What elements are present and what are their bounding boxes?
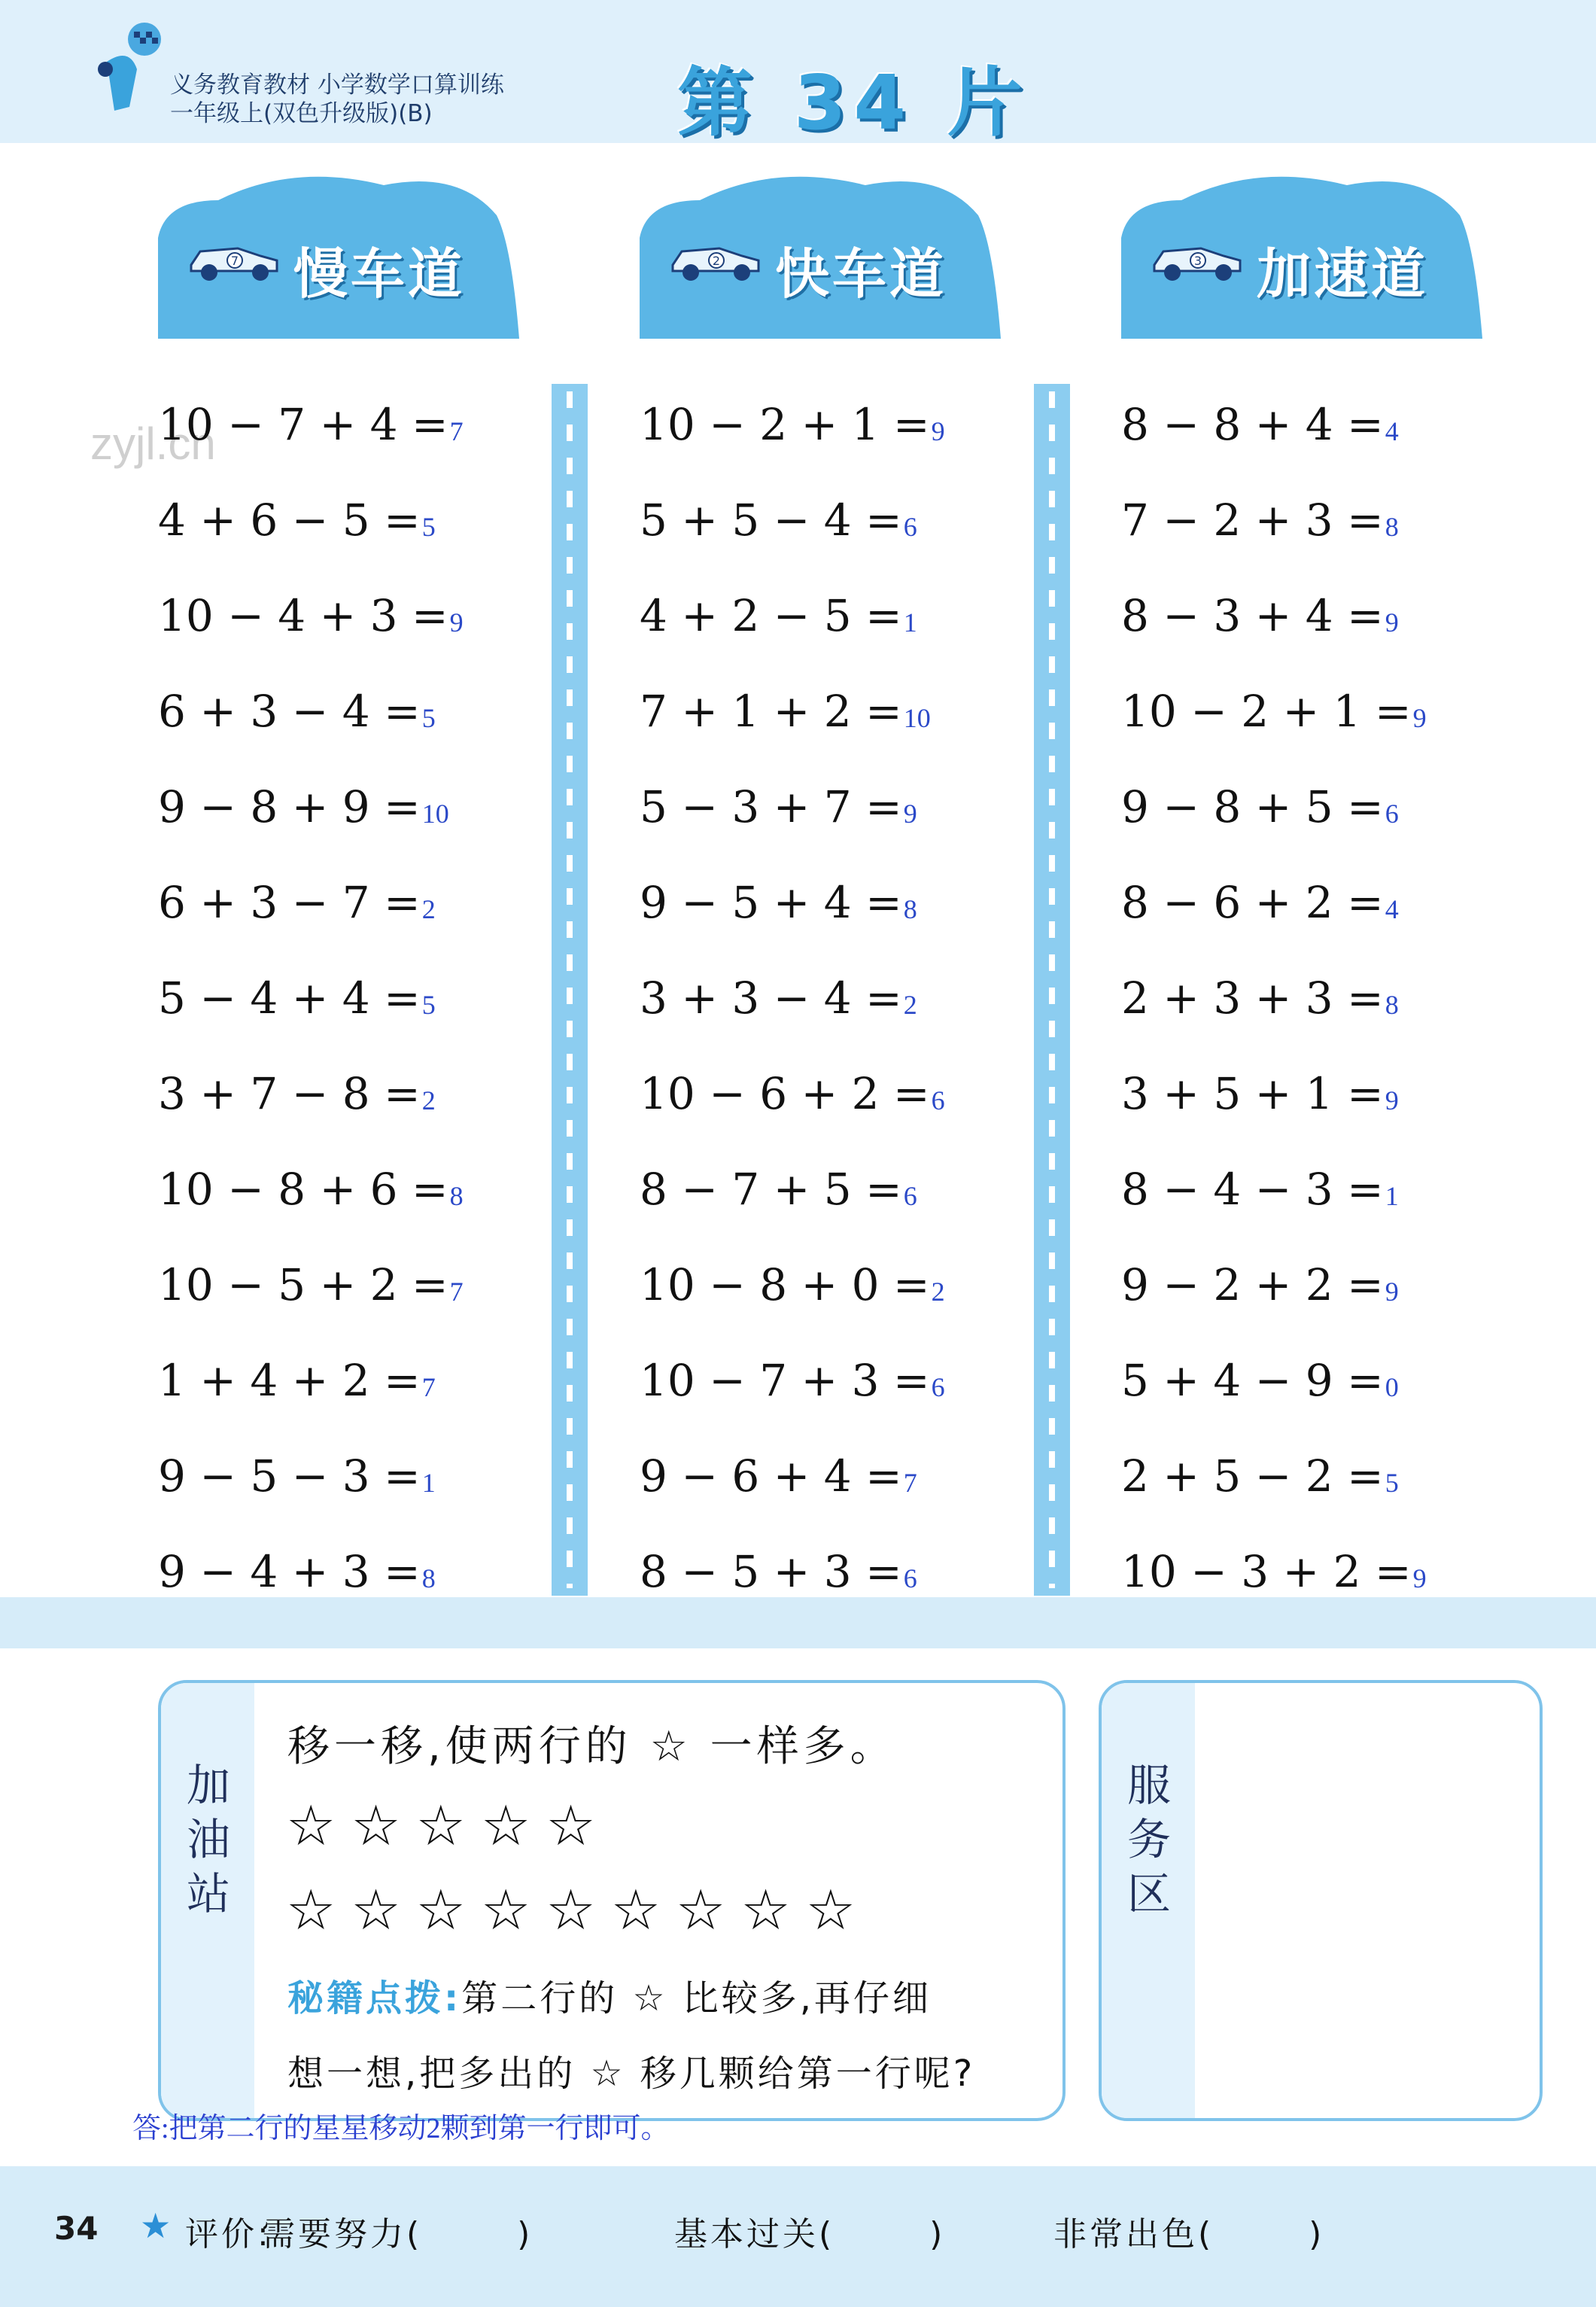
equation-answer[interactable]: 6 [903, 1180, 917, 1211]
equation-expression: 3 + 5 + 1 = [1121, 1067, 1384, 1119]
equation-row [158, 568, 579, 663]
equation-answer[interactable]: 8 [421, 1563, 436, 1593]
equation-answer[interactable]: 9 [903, 798, 917, 829]
equation-expression: 8 − 8 + 4 = [1121, 398, 1384, 450]
equation-row [158, 1428, 579, 1523]
equation-column-slow [158, 376, 579, 1619]
equation-row [158, 1237, 579, 1332]
equation-expression: 5 + 4 − 9 = [1121, 1354, 1384, 1406]
equation-expression: 10 − 6 + 2 = [640, 1067, 930, 1119]
equation-answer[interactable]: 6 [903, 1563, 917, 1593]
equation-answer[interactable]: 8 [1385, 511, 1399, 542]
equation-expression: 9 − 8 + 9 = [158, 781, 421, 832]
equation-expression: 2 + 3 + 3 = [1121, 972, 1384, 1024]
equation-row [640, 376, 1061, 472]
equation-row [640, 759, 1061, 854]
equation-answer[interactable]: 0 [1385, 1371, 1399, 1402]
equation-expression: 10 − 2 + 1 = [640, 398, 930, 450]
evaluation-option-pass[interactable]: 基本过关( ) [674, 2215, 946, 2254]
equation-row [158, 1141, 579, 1237]
equation-row [158, 1045, 579, 1141]
service-area-box [1099, 1680, 1543, 2121]
book-line-2: 一年级上(双色升级版)(B) [170, 100, 433, 127]
lane-label-accelerate: 加速道 [1257, 242, 1429, 306]
equation-answer[interactable]: 6 [931, 1085, 945, 1115]
lane-label-fast: 快车道 [775, 242, 947, 306]
equation-row [640, 568, 1061, 663]
equation-answer[interactable]: 6 [903, 511, 917, 542]
equation-answer[interactable]: 7 [449, 1276, 464, 1307]
label-char: 油 [186, 1814, 230, 1865]
equation-expression: 9 − 4 + 3 = [158, 1545, 421, 1597]
equation-answer[interactable]: 8 [1385, 989, 1399, 1020]
hint-line-1 [287, 1969, 932, 2021]
equation-expression: 10 − 7 + 4 = [158, 398, 448, 450]
star-icon: ★ [140, 2205, 172, 2246]
equation-answer[interactable]: 10 [421, 798, 449, 829]
equation-row [1121, 376, 1543, 472]
equation-row [158, 663, 579, 759]
svg-text:7: 7 [230, 254, 239, 268]
race-car-icon [185, 235, 283, 283]
equation-expression: 8 − 5 + 3 = [640, 1545, 902, 1597]
hint-text: 第二行的 ☆ 比较多,再仔细 [461, 1977, 932, 2019]
equation-row [1121, 1428, 1543, 1523]
equation-expression: 7 − 2 + 3 = [1121, 494, 1384, 546]
equation-row [1121, 759, 1543, 854]
equation-answer[interactable]: 4 [1385, 415, 1399, 446]
label-char: 站 [186, 1868, 230, 1919]
equation-row [1121, 1332, 1543, 1428]
label-char: 务 [1126, 1814, 1171, 1865]
equation-expression: 8 − 7 + 5 = [640, 1163, 902, 1215]
equation-answer[interactable]: 5 [1385, 1467, 1399, 1498]
race-car-icon [1148, 235, 1246, 283]
equation-row [640, 1045, 1061, 1141]
equation-row [640, 1428, 1061, 1523]
equation-row [158, 854, 579, 950]
divider-band [0, 1597, 1596, 1648]
equation-answer[interactable]: 2 [903, 989, 917, 1020]
equation-answer[interactable]: 2 [421, 893, 436, 924]
hint-label: 秘籍点拨: [287, 1977, 462, 2019]
equation-expression: 4 + 6 − 5 = [158, 494, 421, 546]
equation-answer[interactable]: 10 [903, 702, 931, 733]
lane-tab-fast [640, 170, 1001, 339]
evaluation-label: 评价: [185, 2215, 272, 2254]
equation-answer[interactable]: 7 [903, 1467, 917, 1498]
equation-expression: 6 + 3 − 4 = [158, 685, 421, 737]
svg-text:2: 2 [712, 254, 721, 268]
equation-row [158, 376, 579, 472]
equation-row [1121, 854, 1543, 950]
equation-answer[interactable]: 2 [931, 1276, 945, 1307]
equation-expression: 9 − 5 − 3 = [158, 1450, 421, 1502]
equation-row [1121, 568, 1543, 663]
equation-answer[interactable]: 9 [1412, 702, 1427, 733]
equation-answer[interactable]: 8 [903, 893, 917, 924]
equation-expression: 8 − 4 − 3 = [1121, 1163, 1384, 1215]
mascot-logo-icon [84, 17, 175, 122]
label-char: 服 [1126, 1760, 1171, 1811]
equation-answer[interactable]: 9 [1385, 1276, 1399, 1307]
book-info [170, 71, 504, 128]
equation-row [640, 1237, 1061, 1332]
equation-answer[interactable]: 4 [1385, 893, 1399, 924]
equation-row [158, 1332, 579, 1428]
gas-station-label [182, 1758, 235, 1921]
equation-expression: 5 − 4 + 4 = [158, 972, 421, 1024]
equation-answer[interactable]: 9 [449, 607, 464, 638]
book-line-1: 义务教育教材 小学数学口算训练 [170, 72, 504, 99]
equation-expression: 2 + 5 − 2 = [1121, 1450, 1384, 1502]
race-car-icon [667, 235, 765, 283]
equation-answer[interactable]: 1 [903, 607, 917, 638]
page-number: 34 [54, 2210, 99, 2247]
equation-row [158, 472, 579, 568]
equation-row [640, 1141, 1061, 1237]
equation-answer[interactable]: 9 [931, 415, 945, 446]
hint-line-2: 想一想,把多出的 ☆ 移几颗给第一行呢? [287, 2053, 976, 2095]
equation-row [640, 472, 1061, 568]
equation-row [640, 1332, 1061, 1428]
equation-answer[interactable]: 7 [449, 415, 464, 446]
equation-expression: 4 + 2 − 5 = [640, 589, 902, 641]
star-row-2: ☆☆☆☆☆☆☆☆☆ [286, 1878, 871, 1943]
evaluation-option-needs-effort[interactable]: 需要努力( ) [262, 2215, 534, 2254]
equation-column-fast [640, 376, 1061, 1619]
equation-answer[interactable]: 7 [421, 1371, 436, 1402]
equation-expression: 10 − 2 + 1 = [1121, 685, 1412, 737]
equation-expression: 3 + 7 − 8 = [158, 1067, 421, 1119]
equation-expression: 9 − 2 + 2 = [1121, 1259, 1384, 1310]
equation-expression: 1 + 4 + 2 = [158, 1354, 421, 1406]
equation-row [1121, 1141, 1543, 1237]
equation-answer[interactable]: 5 [421, 511, 436, 542]
equation-answer[interactable]: 9 [1385, 607, 1399, 638]
svg-text:3: 3 [1193, 254, 1202, 268]
equation-answer[interactable]: 2 [421, 1085, 436, 1115]
equation-answer[interactable]: 8 [449, 1180, 464, 1211]
page-title: 第 34 片 [677, 59, 1030, 147]
equation-row [158, 950, 579, 1045]
label-char: 加 [186, 1760, 230, 1811]
equation-row [1121, 950, 1543, 1045]
equation-expression: 10 − 8 + 6 = [158, 1163, 448, 1215]
equation-answer[interactable]: 1 [421, 1467, 436, 1498]
star-row-1: ☆☆☆☆☆ [286, 1794, 611, 1858]
equation-expression: 8 − 3 + 4 = [1121, 589, 1384, 641]
equation-expression: 10 − 3 + 2 = [1121, 1545, 1412, 1597]
equation-row [158, 759, 579, 854]
equation-expression: 8 − 6 + 2 = [1121, 876, 1384, 928]
label-char: 区 [1126, 1868, 1171, 1919]
equation-expression: 10 − 7 + 3 = [640, 1354, 930, 1406]
equation-row [640, 950, 1061, 1045]
equation-expression: 10 − 4 + 3 = [158, 589, 448, 641]
equation-expression: 5 + 5 − 4 = [640, 494, 902, 546]
equation-answer[interactable]: 6 [1385, 798, 1399, 829]
equation-answer[interactable]: 6 [931, 1371, 945, 1402]
evaluation-option-excellent[interactable]: 非常出色( ) [1053, 2215, 1325, 2254]
equation-expression: 9 − 6 + 4 = [640, 1450, 902, 1502]
lane-tab-slow [158, 170, 519, 339]
answer-note: 答:把第二行的星星移动2颗到第一行即可。 [132, 2113, 670, 2144]
equation-answer[interactable]: 1 [1385, 1180, 1399, 1211]
lane-label-slow: 慢车道 [293, 242, 466, 306]
lane-tab-accelerate [1121, 170, 1482, 339]
equation-column-accelerate [1121, 376, 1543, 1619]
equation-expression: 6 + 3 − 7 = [158, 876, 421, 928]
equation-answer[interactable]: 9 [1385, 1085, 1399, 1115]
equation-row [1121, 1237, 1543, 1332]
equation-expression: 7 + 1 + 2 = [640, 685, 902, 737]
gas-station-task: 移一移,使两行的 ☆ 一样多。 [287, 1722, 897, 1771]
equation-expression: 10 − 8 + 0 = [640, 1259, 930, 1310]
watermark: zyjl.cn [90, 418, 216, 469]
gas-station-box [158, 1680, 1066, 2121]
service-area-label [1123, 1758, 1175, 1921]
equation-row [1121, 663, 1543, 759]
equation-answer[interactable]: 5 [421, 989, 436, 1020]
equation-expression: 3 + 3 − 4 = [640, 972, 902, 1024]
equation-answer[interactable]: 5 [421, 702, 436, 733]
equation-row [640, 663, 1061, 759]
equation-expression: 9 − 8 + 5 = [1121, 781, 1384, 832]
equation-row [640, 854, 1061, 950]
equation-row [1121, 1045, 1543, 1141]
equation-row [1121, 472, 1543, 568]
equation-expression: 10 − 5 + 2 = [158, 1259, 448, 1310]
equation-answer[interactable]: 9 [1412, 1563, 1427, 1593]
equation-expression: 9 − 5 + 4 = [640, 876, 902, 928]
equation-expression: 5 − 3 + 7 = [640, 781, 902, 832]
